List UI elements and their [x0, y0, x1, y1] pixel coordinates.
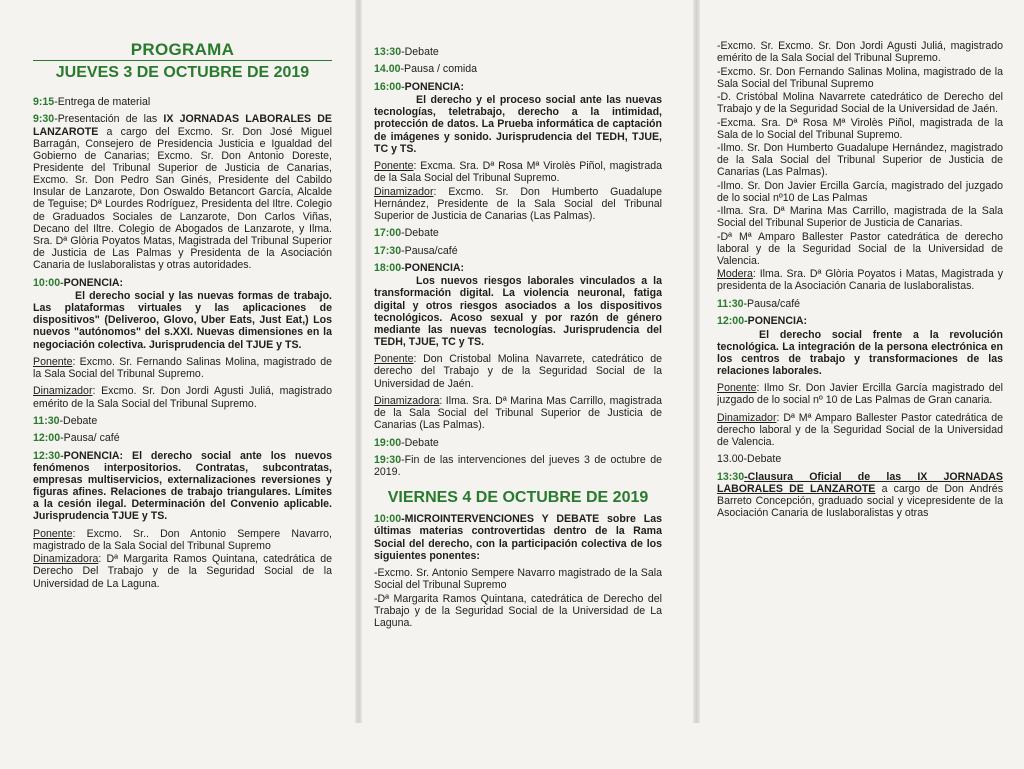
micro-ponente-6: -Excma. Sra. Dª Rosa Mª Virolès Piñol, magistrada de la Sala de lo Social del Tribunal Supremo. — [717, 116, 1003, 141]
ponencia-1-ponente: Ponente: Excmo. Sr. Fernando Salinas Molina, magistrado de la Sala Social del Tribunal Supremo. — [33, 355, 332, 381]
micro-ponente-1: -Excmo. Sr. Antonio Sempere Navarro magistrado de la Sala Social del Tribunal Supremo — [374, 567, 662, 592]
fold-line-left — [355, 0, 362, 723]
micro-ponente-4: -Excmo. Sr. Don Fernando Salinas Molina, magistrado de la Sala Social del Tribunal Supremo — [717, 65, 1003, 90]
item-1200-v-heading: 12:00-PONENCIA: — [717, 315, 808, 328]
item-1000-heading: 10:00-PONENCIA: — [33, 276, 124, 289]
micro-ponente-3: -Excmo. Sr. Excmo. Sr. Don Jordi Agusti Juliá, magistrado emérito de la Sala Social del Tribunal Supremo. — [717, 40, 1003, 65]
item-1730: 17:30-Pausa/café — [374, 244, 458, 257]
ponencia-2-ponente: Ponente: Excmo. Sr.. Don Antonio Sempere Navarro, magistrado de la Sala Social del Tribunal Supremo — [33, 527, 332, 552]
micro-ponente-7: -Ilmo. Sr. Don Humberto Guadalupe Hernández, magistrado de la Sala Social del Tribunal Superior de Justicia de Canarias (Las Palmas). — [717, 142, 1003, 179]
ponencia-1-text: El derecho social y las nuevas formas de trabajo. Las plataformas virtuales y las aplicaciones de dispositivos" (Deliveroo, Glovo, Uber Eats, Just Eat,) Los nuevos "autónomos" del s.XXI. Nuevas dimensiones en la negociación colectiva. Jurisprudencia del TJUE y TS. — [33, 289, 332, 351]
day1-title: JUEVES 3 DE OCTUBRE DE 2019 — [55, 64, 310, 81]
micro-ponente-5: -D. Cristóbal Molina Navarrete catedrático de Derecho del Trabajo y de la Seguridad Social de la Universidad de Jaén. — [717, 91, 1003, 116]
item-1900: 19:00-Debate — [374, 436, 439, 449]
item-1330-clausura: 13:30-Clausura Oficial de las IX JORNADAS LABORALES DE LANZAROTE a cargo de Don Andrés Barreto Concepción, graduado social y vicepresidente de la Asociación Canaria de Iuslaboralistas y otras — [717, 470, 1003, 520]
item-1300-v: 13.00-Debate — [717, 453, 782, 466]
ponencia-4-text: Los nuevos riesgos laborales vinculados a la transformación digital. La violencia neuronal, fatiga digital y otros riesgos asociados a los dispositivos tecnológicos. Acoso sexual y por razón de género mediante las nuevas tecnologías. Jurisprudencia del TEDH, TJUE, TC y TS. — [374, 275, 662, 348]
item-1930: 19:30-Fin de las intervenciones del jueves 3 de octubre de 2019. — [374, 453, 662, 479]
ponencia-4-ponente: Ponente: Don Cristobal Molina Navarrete, catedrático de derecho del Trabajo y de la Seguridad Social de la Universidad de Jaén. — [374, 353, 662, 390]
micro-ponente-2: -Dª Margarita Ramos Quintana, catedrática de Derecho del Trabajo y de la Seguridad Social de la Universidad de La Laguna. — [374, 592, 662, 629]
item-0915: 9:15-Entrega de material — [33, 96, 151, 108]
item-1000-microintervenciones: 10:00-MICROINTERVENCIONES Y DEBATE sobre Las últimas materias controvertidas dentro de la Rama Social del derecho, con la participación colectiva de los siguientes ponentes: — [374, 513, 662, 562]
fold-line-right — [693, 0, 700, 723]
ponencia-5-text: El derecho social frente a la revolución tecnológica. La integración de la persona electrónica en los centros de trabajo y transformaciones de las relaciones laborales. — [717, 328, 1003, 377]
item-1130-v: 11:30-Pausa/café — [717, 297, 801, 310]
item-1400: 14.00-Pausa / comida — [374, 63, 478, 76]
micro-ponente-8: -Ilmo. Sr. Don Javier Ercilla García, magistrado del juzgado de lo social nº10 de Las Palmas — [717, 179, 1003, 204]
item-0930: 9:30-Presentación de las IX JORNADAS LABORALES DE LANZAROTE a cargo del Excmo. Sr. Don José Miguel Barragán, Consejero de Presidencia Justicia e Igualdad del Gobierno de Canarias; Excmo. Sr. Don Antonio Doreste, Presidente del Tribunal Superior de Justicia de Canarias, Excmo. Sr. Don Pedro San Ginés, Presidente del Cabildo Insular de Lanzarote, Don Oswaldo Betancort García, Alcalde de Teguise; Dª Lourdes Rodríguez, Presidenta del Iltre. Colegio de Graduados Sociales de Lanzarote, Don Carlos Viñas, Decano del Iltre. Colegio de Abogados de Lanzarote, y Ilma. Sra. Dª Glòria Poyatos Matas, Magistrada del Tribunal Superior de Justicia de Las Palmas y Presidenta de la Asociación Canaria de Iuslaboralistas y otras autoridades. — [33, 113, 332, 272]
item-1230: 12:30-PONENCIA: El derecho social ante los nuevos fenómenos interpositorios. Contratas, subcontratas, empresas multiservicios, externalizaciones reversiones y figuras afines. Relaciones de trabajo triangulares. Límites a la cesión ilegal. Determinación del Convenio aplicable. Jurisprudencia TJUE y TS. — [33, 449, 332, 523]
ponencia-2-dinamizadora: Dinamizadora: Dª Margarita Ramos Quintana, catedrática de Derecho Del Trabajo y de la Seguridad Social de la Universidad de La Laguna. — [33, 553, 332, 590]
item-1600-heading: 16:00-PONENCIA: — [374, 80, 465, 93]
title-rule — [33, 60, 332, 61]
day2-title: VIERNES 4 DE OCTUBRE DE 2019 — [387, 489, 649, 507]
ponencia-5-ponente: Ponente: Ilmo Sr. Don Javier Ercilla García magistrado del juzgado de lo social nº 10 de Las Palmas de Gran canaria. — [717, 382, 1003, 407]
ponencia-4-dinamizadora: Dinamizadora: Ilma. Sra. Dª Marina Mas Carrillo, magistrada de la Sala Social del Tribunal Superior de Justicia de Canarias (Las Palmas). — [374, 394, 662, 432]
micro-ponente-9: -Ilma. Sra. Dª Marina Mas Carrillo, magistrada de la Sala Social del Tribunal Superior de Justicia de Canarias. — [717, 205, 1003, 230]
ponencia-3-dinamizador: Dinamizador: Excmo. Sr. Don Humberto Guadalupe Hernández, Presidente de la Sala Social del Tribunal Superior de Justicia de Canarias (Las Palmas). — [374, 185, 662, 222]
ponencia-3-ponente: Ponente: Excma. Sra. Dª Rosa Mª Virolès Piñol, magistrada de la Sala Social del Tribunal Supremo. — [374, 160, 662, 185]
ponencia-5-dinamizador: Dinamizador: Dª Mª Amparo Ballester Pastor catedrática de derecho laboral y de la Seguridad Social de la Universidad de Valencia. — [717, 411, 1003, 449]
column-1 — [33, 40, 332, 763]
column-3 — [717, 40, 1003, 763]
item-1130: 11:30-Debate — [33, 414, 98, 427]
item-1800-heading: 18:00-PONENCIA: — [374, 261, 465, 274]
micro-modera: Modera: Ilma. Sra. Dª Glòria Poyatos i Matas, Magistrada y presidenta de la Asociación Canaria de Iuslaboralistas. — [717, 268, 1003, 293]
programa-title: PROGRAMA — [130, 40, 235, 59]
item-1200: 12:00-Pausa/ café — [33, 432, 120, 445]
ponencia-3-text: El derecho y el proceso social ante las nuevas tecnologías, teletrabajo, derecho a la intimidad, protección de datos. La Prueba informática de captación de imágenes y sonido. Jurisprudencia del TEDH, TJUE, TC y TS. — [374, 94, 662, 155]
item-1700: 17:00-Debate — [374, 227, 439, 240]
ponencia-1-dinamizador: Dinamizador: Excmo. Sr. Don Jordi Agusti Juliá, magistrado emérito de la Sala Social del Tribunal Supremo. — [33, 385, 332, 410]
micro-ponente-10: -Dª Mª Amparo Ballester Pastor catedrática de derecho laboral y de la Seguridad Social de la Universidad de Valencia. — [717, 230, 1003, 267]
column-2 — [374, 46, 662, 769]
item-1330: 13:30-Debate — [374, 46, 439, 58]
